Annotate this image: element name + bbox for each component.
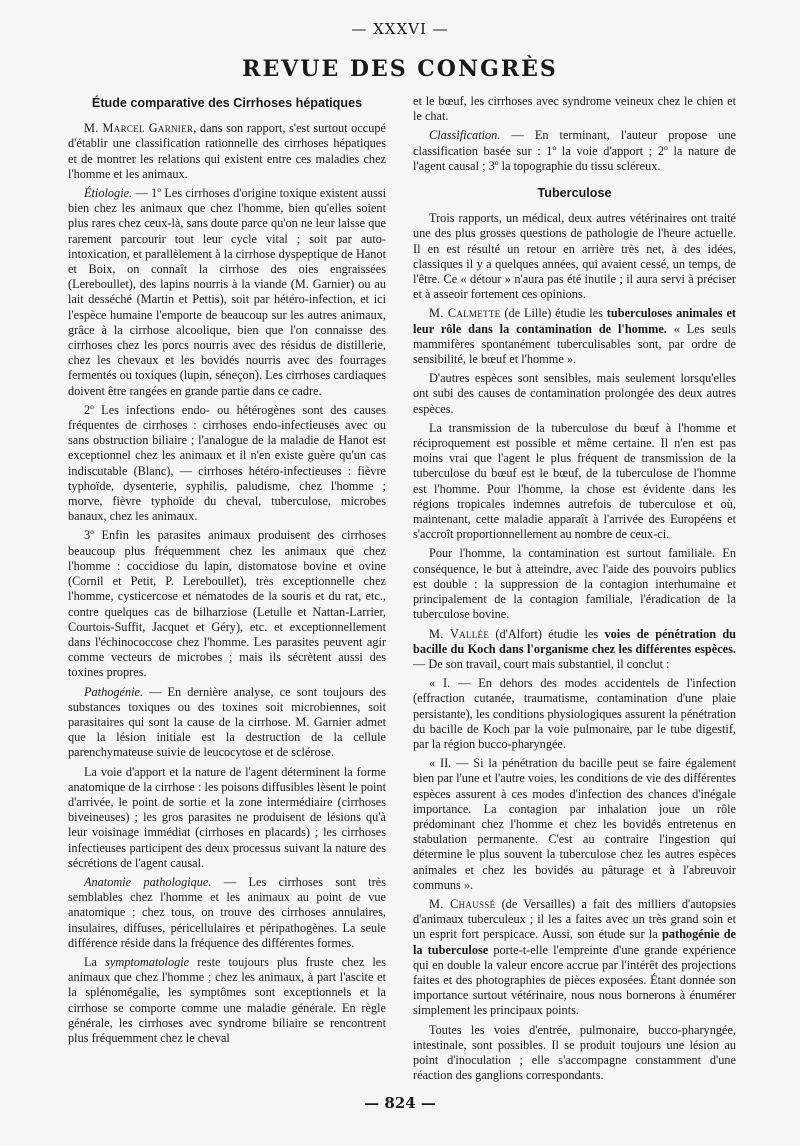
paragraph-lead: symptomatologie <box>105 954 190 969</box>
paragraph: « II. — Si la pénétration du bacille peut se faire également bien par l'une et l'autre voies, les conditions de vie des différentes espèces assurent à ces modes d'infection des chances d'inégale importance. La contagion par inhalation joue un rôle prédominant chez l'homme et chez les bovidés entretenus en stabulation permanente. C'est au contraire l'ingestion qui détermine le plus souvent la tuberculose chez les autres espèces animales et chez les bovidés au pâturage et à l'abreuvoir communs ». <box>413 756 736 892</box>
paragraph: Étiologie. — 1º Les cirrhoses d'origine toxique existent aussi bien chez les animaux que chez l'homme, bien qu'elles soient plus rares chez ceux-là, sans doute parce qu'on ne leur laisse que rarement parcourir tout leur cycle vital ; soit par auto-intoxication, et parallèlement à la cirrhose dyspeptique de Hanot et Boix, on connaît la cirrhose des oies engraissées (Lereboullet), des lapins nourris à la viande (M. Garnier) ou au lait desséché (Martin et Pettis), soit par hétéro-infection, et ici l'espèce humaine l'emporte de beaucoup sur les autres animaux, grâce à la cirrhose alcoolique, bien que l'on connaisse des cirrhoses chez les porcs nourris avec des résidus de distillerie, chez les chevaux et les bovidés nourris avec des fourrages fermentés ou toxiques (lupin, séneçon). Les cirrhoses cardiaques doivent être rangées en grande partie dans ce cadre. <box>68 186 386 398</box>
page-number: — 824 — <box>364 1094 436 1112</box>
paragraph: Toutes les voies d'entrée, pulmonaire, bucco-pharyngée, intestinale, sont possibles. Il se produit toujours une lésion au point d'inoculation ; elle s'accompagne constamment d'une réaction des ganglions correspondants. <box>413 1022 736 1083</box>
page-folio: — XXXVI — <box>351 20 449 38</box>
bold-phrase: tuberculoses animales et leur rôle dans la contamination de l'homme. <box>413 306 736 336</box>
paragraph: La transmission de la tuberculose du bœuf à l'homme et réciproquement est possible et même certaine. Il n'en est pas moins vrai que l'agent le plus fréquent de transmission de la tuberculose du bœuf est le bœuf, de la tuberculose de l'homme est l'homme. Pour l'homme, la chose est évidente dans les régions tropicales indemnes autrefois de tuberculose et où, maintenant, cette maladie apparaît à l'arrivée des Européens et s'accroît proportionnellement au nombre de ceux-ci. <box>413 420 736 542</box>
left-column <box>68 94 386 1094</box>
paragraph-lead: Classification. <box>429 128 501 143</box>
paragraph-lead: Étiologie. <box>84 186 133 201</box>
paragraph: M. Vallée (d'Alfort) étudie les voies de pénétration du bacille du Koch dans l'organisme chez les différentes espèces. — De son travail, court mais substantiel, il conclut : <box>413 626 736 671</box>
paragraph-continued: et le bœuf, les cirrhoses avec syndrome veineux chez le chien et le chat. <box>413 94 736 124</box>
author-name: M. Vallée <box>429 626 490 641</box>
paragraph: Pathogénie. — En dernière analyse, ce sont toujours des substances toxiques ou des toxines soit microbiennes, soit parasitaires qui sont la cause de la cirrhose. M. Garnier admet que la lésion initiale est la destruction de la cellule parenchymateuse suivie de leucocytose et de sclérose. <box>68 684 386 760</box>
paragraph: 2º Les infections endo- ou hétérogènes sont des causes fréquentes de cirrhoses : cirrhoses endo-infectieuses avec ou sans obstruction biliaire ; l'analogue de la maladie de Hanot est exceptionnel chez les animaux et il n'en existe guère qu'un cas indiscutable (Blanc), — cirrhoses hétéro-infectieuses : fièvre typhoïde, dysenterie, syphilis, paludisme, chez l'homme ; morve, fièvre typhoïde du cheval, tuberculose, microbes banaux, chez les animaux. <box>68 402 386 524</box>
paragraph: La symptomatologie reste toujours plus fruste chez les animaux que chez l'homme ; chez les animaux, à part l'ascite et la splénomégalie, les symptômes sont exceptionnels et la cirrhose se comporte comme une maladie générale. En règle générale, les cirrhoses avec syndrome biliaire se rencontrent plus fréquemment chez le cheval <box>68 954 386 1045</box>
paragraph: M. Chaussé (de Versailles) a fait des milliers d'autopsies d'animaux tuberculeux ; il les a faites avec un très grand soin et un esprit fort perspicace. Aussi, son étude sur la pathogénie de la tuberculose porte-t-elle l'empreinte d'une grande expérience qui en double la valeur encore accrue par l'intérêt des projections faites et des photographies de pièces exposées. Étant donnée son importance surtout vétérinaire, nous nous bornerons à énumérer simplement les principaux points. <box>413 896 736 1018</box>
paragraph: Anatomie pathologique. — Les cirrhoses sont très semblables chez l'homme et les animaux au point de vue anatomique ; chez tous, on trouve des cirrhoses annulaires, insulaires, diffuses, péricellulaires et péripathogènes. La seule différence réside dans la fréquence des différentes formes. <box>68 874 386 950</box>
section-heading-tuberculose: Tuberculose <box>537 186 612 201</box>
bold-phrase: pathogénie de la tuberculose <box>413 927 736 957</box>
section-heading-cirrhoses: Étude comparative des Cirrhoses hépatiques <box>91 96 363 110</box>
paragraph: Trois rapports, un médical, deux autres vétérinaires ont traité une des plus grosses questions de pathologie de l'heure actuelle. Il en est résulté un retour en arrière très net, à des idées, classiques il y a quelques années, qui avaient cessé, un temps, de l'être. Ce « détour » n'aura pas été inutile ; il aura servi à préciser et à asseoir fortement ces opinions. <box>413 211 736 302</box>
paragraph: D'autres espèces sont sensibles, mais seulement lorsqu'elles ont subi des causes de contamination prolongée des deux autres espèces. <box>413 371 736 416</box>
paragraph: Pour l'homme, la contamination est surtout familiale. En conséquence, le but à atteindre, avec l'aide des pouvoirs publics est double : la suppression de la contagion interhumaine et principalement de la contagion familiale, l'éradication de la tuberculose bovine. <box>413 546 736 622</box>
bold-phrase: voies de pénétration du bacille du Koch dans l'organisme chez les différentes espèces. <box>413 626 736 656</box>
paragraph: 3º Enfin les parasites animaux produisent des cirrhoses beaucoup plus fréquemment chez les animaux que chez l'homme : coccidiose du lapin, distomatose bovine et ovine (Cornil et Petit, P. Lereboullet), très exceptionnelle chez l'homme, cysticercose et nématodes de la souris et du rat, etc., contre quelques cas de bilharziose (Letulle et Nattan-Larrier, Courtois-Suffit, Jacquet et Géry), etc. et exceptionnellement dans l'échinococcose chez l'homme. Les parasites peuvent agir comme vecteurs de microbes ; mais ils sécrètent aussi des toxines propres. <box>68 528 386 680</box>
paragraph: Classification. — En terminant, l'auteur propose une classification basée sur : 1º la voie d'apport ; 2º la nature de l'agent causal ; 3º la topographie du tissu scléreux. <box>413 128 736 173</box>
paragraph: « I. — En dehors des modes accidentels de l'infection (effraction cutanée, traumatisme, contamination d'une plaie persistante), les conditions physiologiques assurent la pénétration du bacille de Koch par la voie pulmonaire, par le tube digestif, par la région bucco-pharyngée. <box>413 676 736 751</box>
paragraph: M. Marcel Garnier, dans son rapport, s'est surtout occupé d'établir une classification rationnelle des cirrhoses hépatiques et de montrer les relations qui existent entre ces maladies chez l'homme et les animaux. <box>68 121 386 181</box>
author-name: M. Calmette <box>429 306 501 321</box>
page-title: REVUE DES CONGRÈS <box>242 56 558 82</box>
author-name: M. Chaussé <box>429 896 496 911</box>
paragraph-lead: Pathogénie. <box>84 684 144 699</box>
paragraph: La voie d'apport et la nature de l'agent déterminent la forme anatomique de la cirrhose : les poisons diffusibles lèsent le point d'arrivée, le point de sortie et la zone intermédiaire (cirrhoses biveineuses) ; les gros parasites ne produisent de lésions qu'à leur voisinage immédiat (cirrhoses en placards) ; les cirrhoses infectieuses participent des deux processus suivant la nature des sécrétions de l'agent causal. <box>68 764 386 870</box>
author-name: M. Marcel Garnier <box>84 121 194 136</box>
right-column <box>413 94 736 1094</box>
paragraph: M. Calmette (de Lille) étudie les tuberculoses animales et leur rôle dans la contamination de l'homme. « Les seuls mammifères spontanément tuberculisables sont, par ordre de sensibilité, le bœuf et l'homme ». <box>413 306 736 367</box>
paragraph-lead: Anatomie pathologique. <box>84 874 212 889</box>
